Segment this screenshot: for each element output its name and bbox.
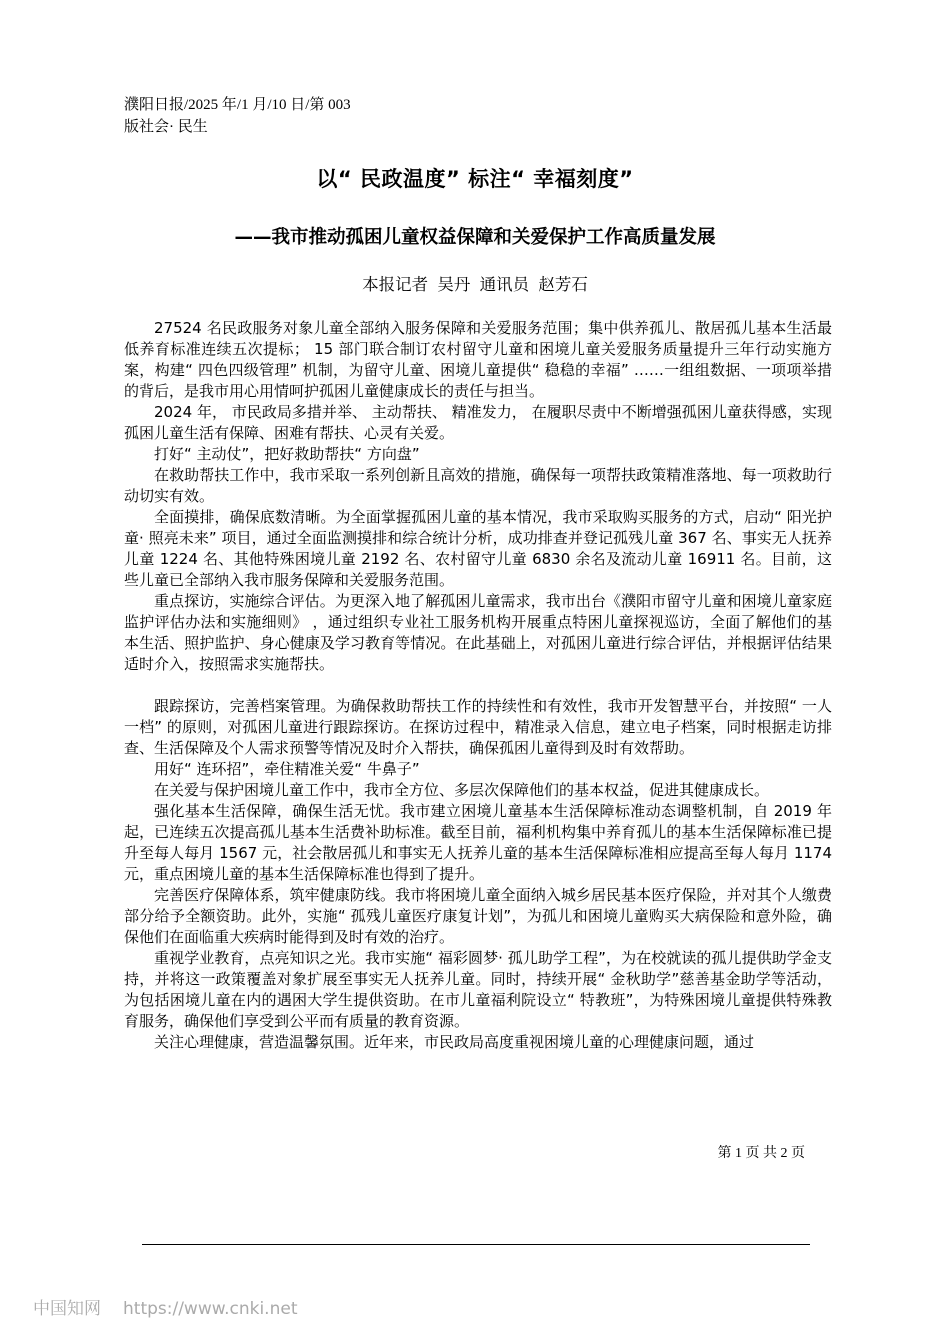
- paragraph: 在救助帮扶工作中，我市采取一系列创新且高效的措施，确保每一项帮扶政策精准落地、每一项救助行动切实有效。: [124, 466, 832, 505]
- footer-divider: [142, 1244, 810, 1245]
- cnki-watermark: [33, 1294, 297, 1319]
- paragraph: 强化基本生活保障，确保生活无忧。我市建立困境儿童基本生活保障标准动态调整机制，自 2019 年起，已连续五次提高孤儿基本生活费补助标准。截至目前，福利机构集中养育孤儿的基本生活保障标准已提升至每人每月 1567 元，社会散居孤儿和事实无人抚养儿童的基本生活保障标准相应提高至每人每月 1174 元，重点困境儿童的基本生活保障标准也得到了提升。: [124, 802, 832, 883]
- paragraph: 关注心理健康，营造温馨氛围。近年来，市民政局高度重视困境儿童的心理健康问题，通过: [154, 1033, 755, 1051]
- paragraph: 27524 名民政服务对象儿童全部纳入服务保障和关爱服务范围；集中供养孤儿、散居孤儿基本生活最低养育标准连续五次提标； 15 部门联合制订农村留守儿童和困境儿童关爱服务质量提升三年行动实施方案，构建“ 四色四级管理” 机制，为留守儿童、困境儿童提供“ 稳稳的幸福” ……一组组数据、一项项举措的背后，是我市用心用情呵护孤困儿童健康成长的责任与担当。: [124, 319, 832, 400]
- paragraph: 全面摸排，确保底数清晰。为全面掌握孤困儿童的基本情况，我市采取购买服务的方式，启动“ 阳光护童· 照亮未来” 项目，通过全面监测摸排和综合统计分析，成功排查并登记孤残儿童 367 名、事实无人抚养儿童 1224 名、其他特殊困境儿童 2192 名、农村留守儿童 6830 余名及流动儿童 16911 名。目前，这些儿童已全部纳入我市服务保障和关爱服务范围。: [124, 508, 832, 589]
- paragraph: 跟踪探访，完善档案管理。为确保救助帮扶工作的持续性和有效性，我市开发智慧平台，并按照“ 一人一档” 的原则，对孤困儿童进行跟踪探访。在探访过程中，精准录入信息，建立电子档案，同时根据走访排查、生活保障及个人需求预警等情况及时介入帮扶，确保孤困儿童得到及时有效帮助。: [124, 697, 832, 757]
- article-subtitle: ——我市推动孤困儿童权益保障和关爱保护工作高质量发展: [234, 227, 716, 248]
- source-line: 濮阳日报/2025 年/1 月/10 日/第 003: [124, 97, 351, 113]
- section-heading: 打好“ 主动仗”，把好救助帮扶“ 方向盘”: [154, 445, 420, 463]
- paragraph: 重视学业教育，点亮知识之光。我市实施“ 福彩圆梦· 孤儿助学工程”，为在校就读的孤儿提供助学金支持，并将这一政策覆盖对象扩展至事实无人抚养儿童。同时，持续开展“ 金秋助学”慈善基金助学等活动，为包括困境儿童在内的遇困大学生提供资助。在市儿童福利院设立“ 特教班”，为特殊困境儿童提供特殊教育服务，确保他们享受到公平而有质量的教育资源。: [124, 949, 832, 1030]
- article-title: 以“ 民政温度” 标注“ 幸福刻度”: [316, 167, 634, 191]
- watermark-brand: 中国知网: [33, 1299, 101, 1319]
- paragraph: 完善医疗保障体系，筑牢健康防线。我市将困境儿童全面纳入城乡居民基本医疗保险，并对其个人缴费部分给予全额资助。此外，实施“ 孤残儿童医疗康复计划”，为孤儿和困境儿童购买大病保险和意外险，确保他们在面临重大疾病时能得到及时有效的治疗。: [124, 886, 832, 946]
- article-body: [124, 318, 832, 1053]
- page-number: 第 1 页 共 2 页: [717, 1146, 805, 1161]
- watermark-url: https://www.cnki.net: [123, 1299, 298, 1319]
- paragraph: 重点探访，实施综合评估。为更深入地了解孤困儿童需求，我市出台《濮阳市留守儿童和困境儿童家庭监护评估办法和实施细则》 ，通过组织专业社工服务机构开展重点特困儿童探视巡访，全面了解他们的基本生活、照护监护、身心健康及学习教育等情况。在此基础上，对孤困儿童进行综合评估，并根据评估结果适时介入，按照需求实施帮扶。: [124, 592, 832, 673]
- publication-info: [124, 94, 351, 138]
- article-byline: 本报记者 吴丹 通讯员 赵芳石: [362, 275, 588, 294]
- paragraph: 在关爱与保护困境儿童工作中，我市全方位、多层次保障他们的基本权益，促进其健康成长。: [154, 781, 770, 799]
- paragraph: 2024 年， 市民政局多措并举、 主动帮扶、 精准发力， 在履职尽责中不断增强孤困儿童获得感，实现孤困儿童生活有保障、困难有帮扶、心灵有关爱。: [124, 403, 832, 442]
- section-line: 版社会· 民生: [124, 119, 208, 135]
- section-heading: 用好“ 连环招”，牵住精准关爱“ 牛鼻子”: [154, 760, 420, 778]
